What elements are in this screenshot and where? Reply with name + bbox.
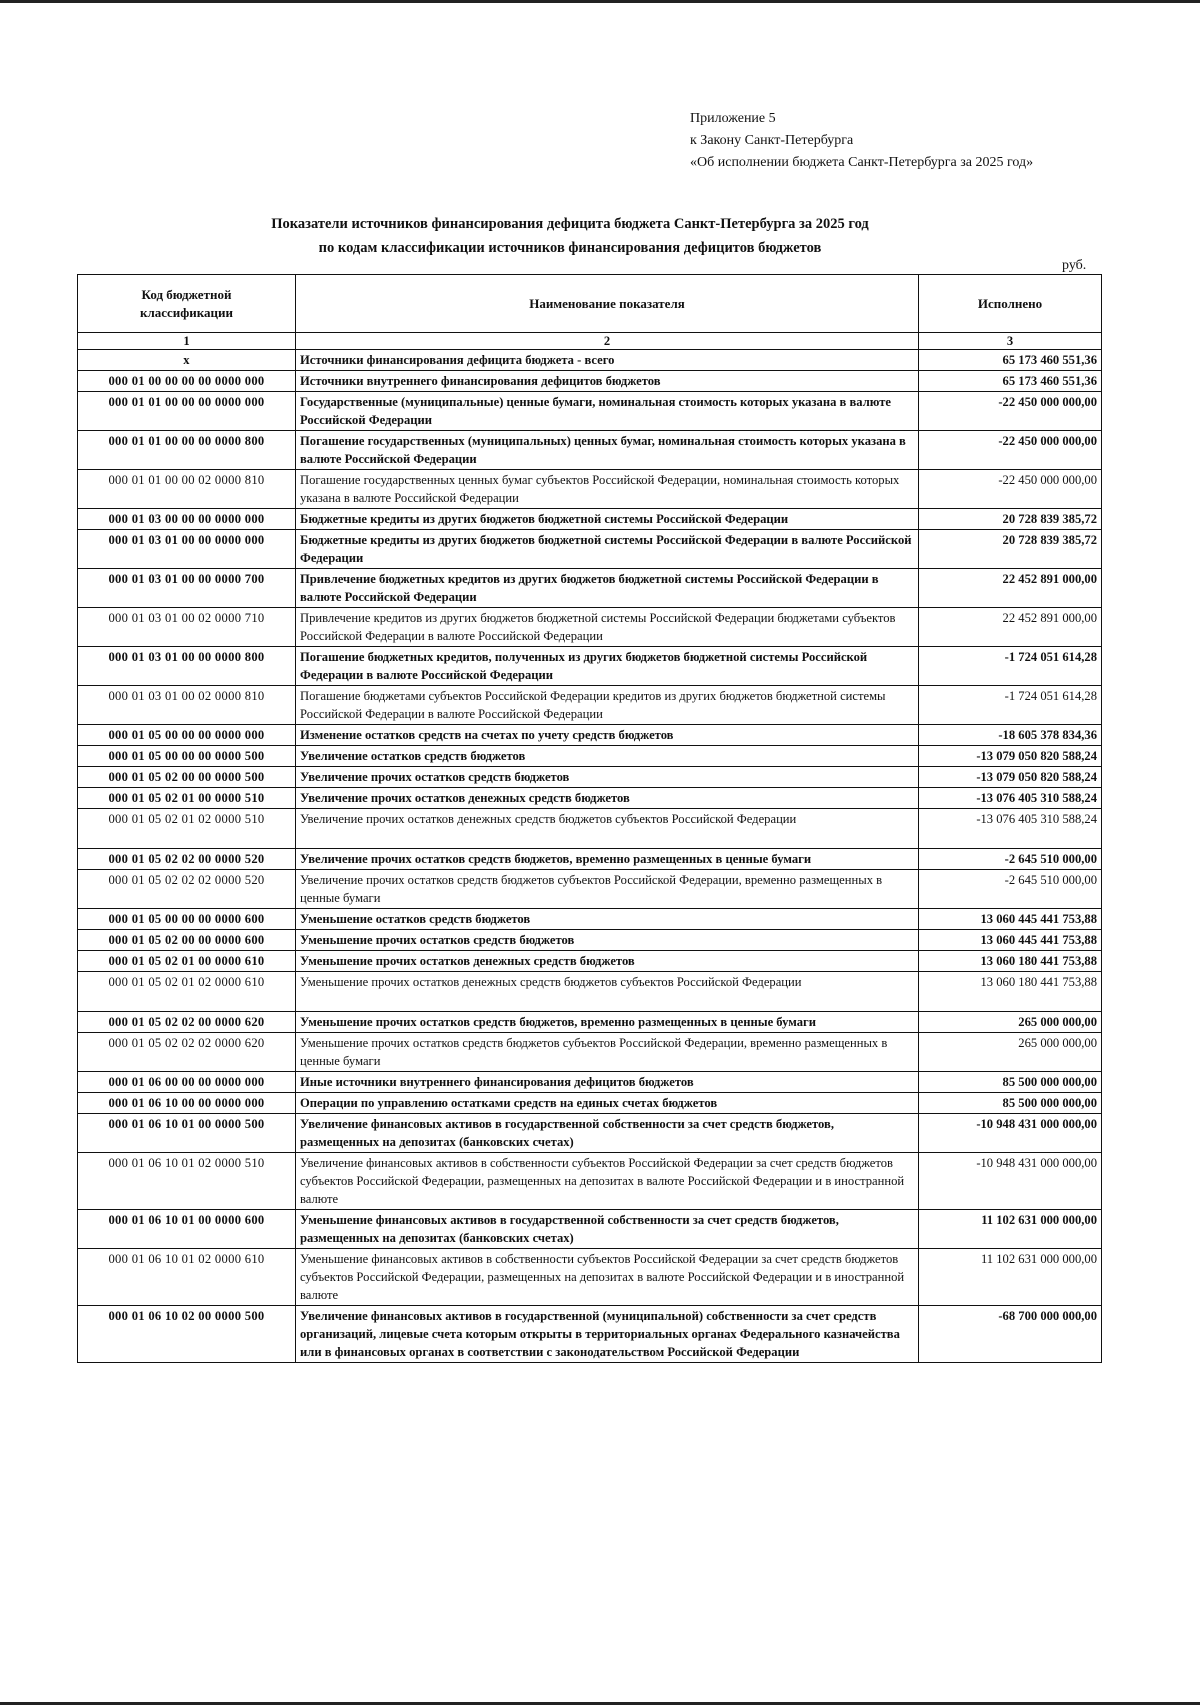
row-amount: 13 060 180 441 753,88 xyxy=(919,972,1102,1012)
row-amount: -2 645 510 000,00 xyxy=(919,849,1102,870)
table-row xyxy=(78,746,1102,767)
row-name: Уменьшение прочих остатков денежных средств бюджетов xyxy=(296,951,919,972)
bottom-edge-rule xyxy=(0,1702,1200,1705)
row-name: Привлечение бюджетных кредитов из других бюджетов бюджетной системы Российской Федерации в валюте Российской Федерации xyxy=(296,569,919,608)
row-amount: 265 000 000,00 xyxy=(919,1033,1102,1072)
table-row xyxy=(78,725,1102,746)
table-row xyxy=(78,647,1102,686)
row-code: 000 01 05 02 02 00 0000 520 xyxy=(78,849,296,870)
row-amount: 265 000 000,00 xyxy=(919,1012,1102,1033)
row-amount: -22 450 000 000,00 xyxy=(919,392,1102,431)
row-code: 000 01 05 00 00 00 0000 600 xyxy=(78,909,296,930)
row-name: Источники финансирования дефицита бюджета - всего xyxy=(296,350,919,371)
annex-line-3: «Об исполнении бюджета Санкт-Петербурга за 2025 год» xyxy=(690,155,1034,170)
row-code: 000 01 05 00 00 00 0000 000 xyxy=(78,725,296,746)
row-name: Увеличение прочих остатков средств бюджетов xyxy=(296,767,919,788)
row-amount: 20 728 839 385,72 xyxy=(919,530,1102,569)
row-code: 000 01 05 02 02 02 0000 520 xyxy=(78,870,296,909)
row-amount: -10 948 431 000 000,00 xyxy=(919,1153,1102,1210)
row-name: Уменьшение прочих остатков средств бюджетов xyxy=(296,930,919,951)
row-amount: -13 079 050 820 588,24 xyxy=(919,746,1102,767)
row-name: Погашение государственных ценных бумаг субъектов Российской Федерации, номинальная стоимость которых указана в валюте Российской Федерации xyxy=(296,470,919,509)
row-code: х xyxy=(78,350,296,371)
table-row xyxy=(78,569,1102,608)
row-name: Погашение бюджетных кредитов, полученных из других бюджетов бюджетной системы Российской Федерации в валюте Российской Федерации xyxy=(296,647,919,686)
table-row xyxy=(78,849,1102,870)
top-edge-rule xyxy=(0,0,1200,3)
row-name: Увеличение прочих остатков средств бюджетов, временно размещенных в ценные бумаги xyxy=(296,849,919,870)
row-amount: -22 450 000 000,00 xyxy=(919,470,1102,509)
row-amount: 13 060 180 441 753,88 xyxy=(919,951,1102,972)
row-name: Увеличение остатков средств бюджетов xyxy=(296,746,919,767)
row-code: 000 01 03 01 00 00 0000 000 xyxy=(78,530,296,569)
header-code: Код бюджетной классификации xyxy=(78,275,296,333)
table-row xyxy=(78,788,1102,809)
row-code: 000 01 06 10 01 02 0000 510 xyxy=(78,1153,296,1210)
table-body xyxy=(78,350,1102,1363)
row-name: Уменьшение финансовых активов в государственной собственности за счет средств бюджетов, размещенных на депозитах (банковских счетах) xyxy=(296,1210,919,1249)
row-code: 000 01 03 00 00 00 0000 000 xyxy=(78,509,296,530)
sources-table xyxy=(77,274,1102,1363)
row-code: 000 01 05 02 01 00 0000 510 xyxy=(78,788,296,809)
table-row xyxy=(78,909,1102,930)
header-name: Наименование показателя xyxy=(296,275,919,333)
row-name: Увеличение финансовых активов в государственной (муниципальной) собственности за счет средств организаций, лицевые счета которым открыты в территориальных органах Федерального казначейства или в финансовых органах в соответствии с законодательством Российской Федерации xyxy=(296,1306,919,1363)
annex-line-2: к Закону Санкт-Петербурга xyxy=(690,133,854,148)
annex-block xyxy=(690,108,1033,174)
row-amount: 85 500 000 000,00 xyxy=(919,1093,1102,1114)
table-row xyxy=(78,350,1102,371)
title-line-1: Показатели источников финансирования дефицита бюджета Санкт-Петербурга за 2025 год xyxy=(271,216,869,232)
table-row xyxy=(78,951,1102,972)
row-name: Увеличение прочих остатков средств бюджетов субъектов Российской Федерации, временно размещенных в ценные бумаги xyxy=(296,870,919,909)
column-number-row xyxy=(78,333,1102,350)
row-amount: 13 060 445 441 753,88 xyxy=(919,909,1102,930)
row-name: Увеличение финансовых активов в собственности субъектов Российской Федерации за счет средств бюджетов субъектов Российской Федерации, размещенных на депозитах в валюте Российской Федерации и в иностранной валюте xyxy=(296,1153,919,1210)
table-row xyxy=(78,470,1102,509)
row-code: 000 01 06 10 01 02 0000 610 xyxy=(78,1249,296,1306)
row-amount: 65 173 460 551,36 xyxy=(919,371,1102,392)
row-name: Уменьшение финансовых активов в собственности субъектов Российской Федерации за счет средств бюджетов субъектов Российской Федерации, размещенных на депозитах в валюте Российской Федерации и в иностранной валюте xyxy=(296,1249,919,1306)
column-number: 3 xyxy=(919,333,1102,350)
row-name: Бюджетные кредиты из других бюджетов бюджетной системы Российской Федерации xyxy=(296,509,919,530)
row-code: 000 01 03 01 00 02 0000 810 xyxy=(78,686,296,725)
row-code: 000 01 01 00 00 02 0000 810 xyxy=(78,470,296,509)
row-amount: -68 700 000 000,00 xyxy=(919,1306,1102,1363)
row-amount: 22 452 891 000,00 xyxy=(919,569,1102,608)
row-amount: -1 724 051 614,28 xyxy=(919,686,1102,725)
row-name: Погашение бюджетами субъектов Российской Федерации кредитов из других бюджетов бюджетной системы Российской Федерации в валюте Российской Федерации xyxy=(296,686,919,725)
row-name: Увеличение прочих остатков денежных средств бюджетов xyxy=(296,788,919,809)
row-code: 000 01 06 10 01 00 0000 600 xyxy=(78,1210,296,1249)
row-amount: -13 079 050 820 588,24 xyxy=(919,767,1102,788)
row-amount: 11 102 631 000 000,00 xyxy=(919,1249,1102,1306)
table-row xyxy=(78,1012,1102,1033)
table-row xyxy=(78,1306,1102,1363)
row-amount: -2 645 510 000,00 xyxy=(919,870,1102,909)
row-code: 000 01 06 10 01 00 0000 500 xyxy=(78,1114,296,1153)
table-row xyxy=(78,1210,1102,1249)
row-code: 000 01 01 00 00 00 0000 000 xyxy=(78,392,296,431)
row-name: Иные источники внутреннего финансирования дефицитов бюджетов xyxy=(296,1072,919,1093)
row-code: 000 01 05 02 01 02 0000 510 xyxy=(78,809,296,849)
row-name: Источники внутреннего финансирования дефицитов бюджетов xyxy=(296,371,919,392)
table-row xyxy=(78,509,1102,530)
row-amount: 13 060 445 441 753,88 xyxy=(919,930,1102,951)
row-name: Уменьшение прочих остатков денежных средств бюджетов субъектов Российской Федерации xyxy=(296,972,919,1012)
row-name: Операции по управлению остатками средств на единых счетах бюджетов xyxy=(296,1093,919,1114)
row-amount: 22 452 891 000,00 xyxy=(919,608,1102,647)
row-code: 000 01 06 00 00 00 0000 000 xyxy=(78,1072,296,1093)
table-row xyxy=(78,1072,1102,1093)
row-name: Увеличение прочих остатков денежных средств бюджетов субъектов Российской Федерации xyxy=(296,809,919,849)
column-number: 2 xyxy=(296,333,919,350)
row-name: Изменение остатков средств на счетах по учету средств бюджетов xyxy=(296,725,919,746)
row-amount: 11 102 631 000 000,00 xyxy=(919,1210,1102,1249)
table-row xyxy=(78,392,1102,431)
row-code: 000 01 05 02 00 00 0000 500 xyxy=(78,767,296,788)
row-amount: -13 076 405 310 588,24 xyxy=(919,809,1102,849)
table-header-row xyxy=(78,275,1102,333)
row-amount: -13 076 405 310 588,24 xyxy=(919,788,1102,809)
row-code: 000 01 05 02 01 00 0000 610 xyxy=(78,951,296,972)
table-row xyxy=(78,1114,1102,1153)
title-line-2: по кодам классификации источников финансирования дефицитов бюджетов xyxy=(318,240,822,256)
row-amount: -1 724 051 614,28 xyxy=(919,647,1102,686)
table-row xyxy=(78,1033,1102,1072)
annex-line-1: Приложение 5 xyxy=(690,111,776,126)
row-name: Погашение государственных (муниципальных) ценных бумаг, номинальная стоимость которых указана в валюте Российской Федерации xyxy=(296,431,919,470)
row-name: Государственные (муниципальные) ценные бумаги, номинальная стоимость которых указана в валюте Российской Федерации xyxy=(296,392,919,431)
document-title xyxy=(120,212,1020,260)
row-name: Уменьшение прочих остатков средств бюджетов субъектов Российской Федерации, временно размещенных в ценные бумаги xyxy=(296,1033,919,1072)
row-code: 000 01 01 00 00 00 0000 800 xyxy=(78,431,296,470)
row-code: 000 01 05 02 02 02 0000 620 xyxy=(78,1033,296,1072)
table-row xyxy=(78,972,1102,1012)
header-executed: Исполнено xyxy=(919,275,1102,333)
row-code: 000 01 03 01 00 00 0000 700 xyxy=(78,569,296,608)
row-amount: -22 450 000 000,00 xyxy=(919,431,1102,470)
row-name: Увеличение финансовых активов в государственной собственности за счет средств бюджетов, размещенных на депозитах (банковских счетах) xyxy=(296,1114,919,1153)
row-name: Уменьшение прочих остатков средств бюджетов, временно размещенных в ценные бумаги xyxy=(296,1012,919,1033)
row-code: 000 01 06 10 02 00 0000 500 xyxy=(78,1306,296,1363)
table-row xyxy=(78,1093,1102,1114)
row-amount: -10 948 431 000 000,00 xyxy=(919,1114,1102,1153)
column-number: 1 xyxy=(78,333,296,350)
row-code: 000 01 06 10 00 00 0000 000 xyxy=(78,1093,296,1114)
units-label: руб. xyxy=(1062,258,1087,273)
row-code: 000 01 05 00 00 00 0000 500 xyxy=(78,746,296,767)
row-amount: -18 605 378 834,36 xyxy=(919,725,1102,746)
table-row xyxy=(78,608,1102,647)
table-row xyxy=(78,870,1102,909)
row-amount: 20 728 839 385,72 xyxy=(919,509,1102,530)
row-code: 000 01 05 02 00 00 0000 600 xyxy=(78,930,296,951)
table-row xyxy=(78,530,1102,569)
table-row xyxy=(78,431,1102,470)
table-row xyxy=(78,686,1102,725)
table-row xyxy=(78,371,1102,392)
table-row xyxy=(78,1153,1102,1210)
row-code: 000 01 05 02 02 00 0000 620 xyxy=(78,1012,296,1033)
row-name: Уменьшение остатков средств бюджетов xyxy=(296,909,919,930)
row-name: Бюджетные кредиты из других бюджетов бюджетной системы Российской Федерации в валюте Российской Федерации xyxy=(296,530,919,569)
table-row xyxy=(78,809,1102,849)
row-code: 000 01 00 00 00 00 0000 000 xyxy=(78,371,296,392)
table-row xyxy=(78,767,1102,788)
row-name: Привлечение кредитов из других бюджетов бюджетной системы Российской Федерации бюджетами субъектов Российской Федерации в валюте Российской Федерации xyxy=(296,608,919,647)
row-code: 000 01 03 01 00 02 0000 710 xyxy=(78,608,296,647)
row-amount: 85 500 000 000,00 xyxy=(919,1072,1102,1093)
table-row xyxy=(78,1249,1102,1306)
row-code: 000 01 03 01 00 00 0000 800 xyxy=(78,647,296,686)
row-amount: 65 173 460 551,36 xyxy=(919,350,1102,371)
row-code: 000 01 05 02 01 02 0000 610 xyxy=(78,972,296,1012)
table-row xyxy=(78,930,1102,951)
